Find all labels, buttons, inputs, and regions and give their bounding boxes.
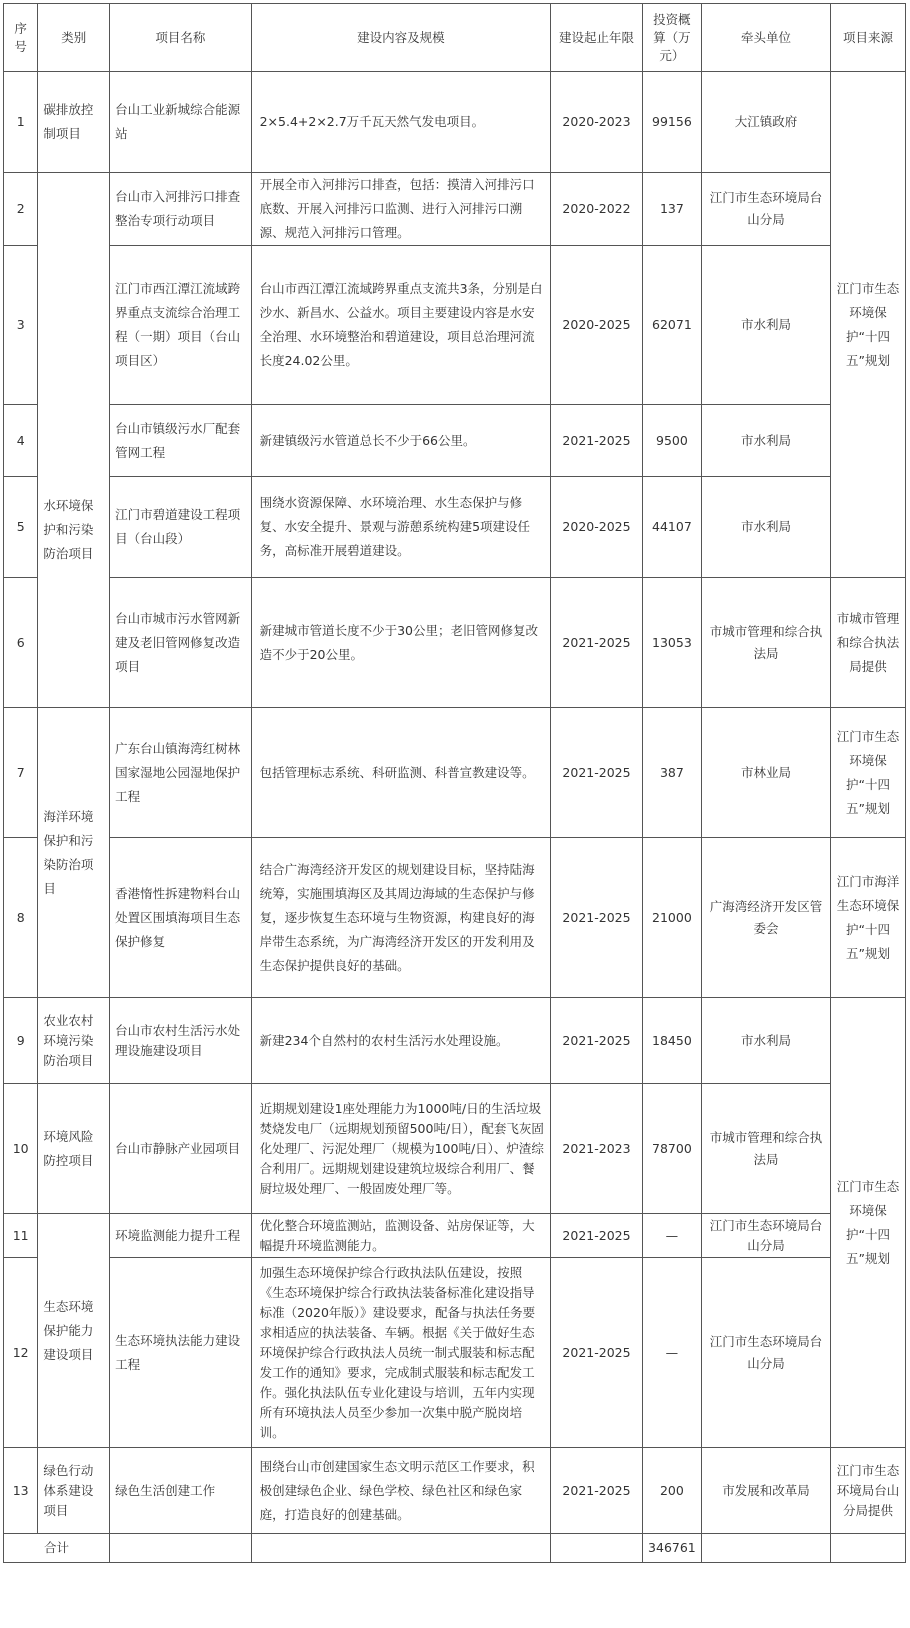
- total-empty-lead: [702, 1534, 831, 1563]
- cell-period: 2021-2025: [551, 998, 643, 1084]
- cell-period: 2020-2025: [551, 246, 643, 405]
- header-period: 建设起止年限: [551, 4, 643, 72]
- header-category: 类别: [38, 4, 110, 72]
- cell-name: 江门市西江潭江流域跨界重点支流综合治理工程（一期）项目（台山项目区）: [110, 246, 251, 405]
- cell-lead: 市水利局: [702, 477, 831, 578]
- cell-category: 生态环境保护能力建设项目: [38, 1214, 110, 1448]
- cell-content: 新建城市管道长度不少于30公里；老旧管网修复改造不少于20公里。: [251, 578, 551, 708]
- cell-name: 江门市碧道建设工程项目（台山段）: [110, 477, 251, 578]
- cell-investment: 137: [642, 173, 701, 246]
- cell-name: 台山工业新城综合能源站: [110, 72, 251, 173]
- table-row: [4, 72, 906, 173]
- cell-lead: 市发展和改革局: [702, 1448, 831, 1534]
- header-row: [4, 4, 906, 72]
- cell-investment: 78700: [642, 1084, 701, 1214]
- cell-period: 2020-2022: [551, 173, 643, 246]
- cell-source: 市城市管理和综合执法局提供: [831, 578, 906, 708]
- total-investment: 346761: [642, 1534, 701, 1563]
- table-row: [4, 246, 906, 405]
- cell-source: 江门市生态环境保护“十四五”规划: [831, 998, 906, 1448]
- cell-category: 海洋环境保护和污染防治项目: [38, 708, 110, 998]
- cell-lead: 市水利局: [702, 998, 831, 1084]
- cell-lead: 市水利局: [702, 405, 831, 477]
- cell-seq: 6: [4, 578, 38, 708]
- table-row: [4, 1214, 906, 1258]
- cell-lead: 市林业局: [702, 708, 831, 838]
- cell-seq: 3: [4, 246, 38, 405]
- cell-seq: 9: [4, 998, 38, 1084]
- cell-seq: 10: [4, 1084, 38, 1214]
- cell-content: 开展全市入河排污口排查，包括：摸清入河排污口底数、开展入河排污口监测、进行入河排污口溯源、规范入河排污口管理。: [251, 173, 551, 246]
- cell-investment: 21000: [642, 838, 701, 998]
- cell-content: 新建镇级污水管道总长不少于66公里。: [251, 405, 551, 477]
- table-row: [4, 1448, 906, 1534]
- header-content: 建设内容及规模: [251, 4, 551, 72]
- cell-name: 环境监测能力提升工程: [110, 1214, 251, 1258]
- cell-name: 台山市静脉产业园项目: [110, 1084, 251, 1214]
- cell-investment: 200: [642, 1448, 701, 1534]
- cell-source: 江门市生态环境保护“十四五”规划: [831, 72, 906, 578]
- cell-seq: 7: [4, 708, 38, 838]
- cell-name: 台山市城市污水管网新建及老旧管网修复改造项目: [110, 578, 251, 708]
- cell-name: 台山市入河排污口排查整治专项行动项目: [110, 173, 251, 246]
- cell-investment: 9500: [642, 405, 701, 477]
- cell-category: 碳排放控制项目: [38, 72, 110, 173]
- header-lead: 牵头单位: [702, 4, 831, 72]
- cell-seq: 12: [4, 1258, 38, 1448]
- header-name: 项目名称: [110, 4, 251, 72]
- cell-name: 生态环境执法能力建设工程: [110, 1258, 251, 1448]
- cell-seq: 8: [4, 838, 38, 998]
- total-row: [4, 1534, 906, 1563]
- cell-content: 优化整合环境监测站，监测设备、站房保证等，大幅提升环境监测能力。: [251, 1214, 551, 1258]
- table-row: [4, 405, 906, 477]
- cell-lead: 市城市管理和综合执法局: [702, 578, 831, 708]
- table-row: [4, 998, 906, 1084]
- cell-lead: 江门市生态环境局台山分局: [702, 1258, 831, 1448]
- cell-period: 2020-2023: [551, 72, 643, 173]
- cell-period: 2021-2025: [551, 578, 643, 708]
- cell-investment: 62071: [642, 246, 701, 405]
- cell-content: 2×5.4+2×2.7万千瓦天然气发电项目。: [251, 72, 551, 173]
- cell-investment: —: [642, 1214, 701, 1258]
- cell-lead: 江门市生态环境局台山分局: [702, 173, 831, 246]
- cell-lead: 广海湾经济开发区管委会: [702, 838, 831, 998]
- cell-name: 台山市镇级污水厂配套管网工程: [110, 405, 251, 477]
- cell-investment: —: [642, 1258, 701, 1448]
- cell-seq: 2: [4, 173, 38, 246]
- cell-seq: 11: [4, 1214, 38, 1258]
- total-empty-content: [251, 1534, 551, 1563]
- cell-content: 围绕水资源保障、水环境治理、水生态保护与修复、水安全提升、景观与游憩系统构建5项建设任务，高标准开展碧道建设。: [251, 477, 551, 578]
- cell-lead: 市水利局: [702, 246, 831, 405]
- header-investment: 投资概算（万元）: [642, 4, 701, 72]
- cell-name: 绿色生活创建工作: [110, 1448, 251, 1534]
- total-empty-period: [551, 1534, 643, 1563]
- table-row: [4, 838, 906, 998]
- cell-period: 2021-2025: [551, 405, 643, 477]
- cell-period: 2021-2023: [551, 1084, 643, 1214]
- cell-seq: 5: [4, 477, 38, 578]
- cell-period: 2021-2025: [551, 838, 643, 998]
- cell-lead: 江门市生态环境局台山分局: [702, 1214, 831, 1258]
- table-row: [4, 477, 906, 578]
- cell-category: 绿色行动体系建设项目: [38, 1448, 110, 1534]
- cell-content: 新建234个自然村的农村生活污水处理设施。: [251, 998, 551, 1084]
- cell-content: 围绕台山市创建国家生态文明示范区工作要求，积极创建绿色企业、绿色学校、绿色社区和绿色家庭，打造良好的创建基础。: [251, 1448, 551, 1534]
- cell-content: 近期规划建设1座处理能力为1000吨/日的生活垃圾焚烧发电厂（远期规划预留500吨/日），配套飞灰固化处理厂、污泥处理厂（规模为100吨/日）、炉渣综合利用厂。远期规划建设建筑垃圾综合利用厂、餐厨垃圾处理厂、一般固废处理厂等。: [251, 1084, 551, 1214]
- total-label: 合计: [4, 1534, 110, 1563]
- cell-source: 江门市海洋生态环境保护“十四五”规划: [831, 838, 906, 998]
- cell-name: 香港惰性拆建物料台山处置区围填海项目生态保护修复: [110, 838, 251, 998]
- cell-investment: 99156: [642, 72, 701, 173]
- cell-investment: 44107: [642, 477, 701, 578]
- cell-content: 包括管理标志系统、科研监测、科普宣教建设等。: [251, 708, 551, 838]
- cell-seq: 1: [4, 72, 38, 173]
- cell-investment: 387: [642, 708, 701, 838]
- cell-lead: 市城市管理和综合执法局: [702, 1084, 831, 1214]
- cell-category: 农业农村环境污染防治项目: [38, 998, 110, 1084]
- table-row: [4, 578, 906, 708]
- cell-category: 环境风险防控项目: [38, 1084, 110, 1214]
- cell-category: 水环境保护和污染防治项目: [38, 173, 110, 708]
- cell-period: 2020-2025: [551, 477, 643, 578]
- cell-period: 2021-2025: [551, 1214, 643, 1258]
- cell-source: 江门市生态环境保护“十四五”规划: [831, 708, 906, 838]
- table-row: [4, 173, 906, 246]
- cell-period: 2021-2025: [551, 1258, 643, 1448]
- cell-investment: 18450: [642, 998, 701, 1084]
- total-empty-source: [831, 1534, 906, 1563]
- cell-seq: 4: [4, 405, 38, 477]
- cell-content: 台山市西江潭江流域跨界重点支流共3条，分别是白沙水、新昌水、公益水。项目主要建设内容是水安全治理、水环境整治和碧道建设，项目总治理河流长度24.02公里。: [251, 246, 551, 405]
- cell-name: 广东台山镇海湾红树林国家湿地公园湿地保护工程: [110, 708, 251, 838]
- cell-name: 台山市农村生活污水处理设施建设项目: [110, 998, 251, 1084]
- header-source: 项目来源: [831, 4, 906, 72]
- cell-content: 加强生态环境保护综合行政执法队伍建设，按照《生态环境保护综合行政执法装备标准化建设指导标准（2020年版）》建设要求，配备与执法任务要求相适应的执法装备、车辆。根据《关于做好生态环境保护综合行政执法人员统一制式服装和标志配发工作的通知》要求，完成制式服装和标志配发工作。强化执法队伍专业化建设与培训，五年内实现所有环境执法人员至少参加一次集中脱产脱岗培训。: [251, 1258, 551, 1448]
- cell-content: 结合广海湾经济开发区的规划建设目标，坚持陆海统筹，实施围填海区及其周边海域的生态保护与修复，逐步恢复生态环境与生物资源，构建良好的海岸带生态系统，为广海湾经济开发区的开发利用及生态保护提供良好的基础。: [251, 838, 551, 998]
- project-table: [3, 3, 906, 1563]
- total-empty-name: [110, 1534, 251, 1563]
- cell-seq: 13: [4, 1448, 38, 1534]
- cell-lead: 大江镇政府: [702, 72, 831, 173]
- table-row: [4, 1084, 906, 1214]
- table-row: [4, 1258, 906, 1448]
- cell-source: 江门市生态环境局台山分局提供: [831, 1448, 906, 1534]
- cell-investment: 13053: [642, 578, 701, 708]
- table-row: [4, 708, 906, 838]
- cell-period: 2021-2025: [551, 1448, 643, 1534]
- cell-period: 2021-2025: [551, 708, 643, 838]
- header-seq: 序号: [4, 4, 38, 72]
